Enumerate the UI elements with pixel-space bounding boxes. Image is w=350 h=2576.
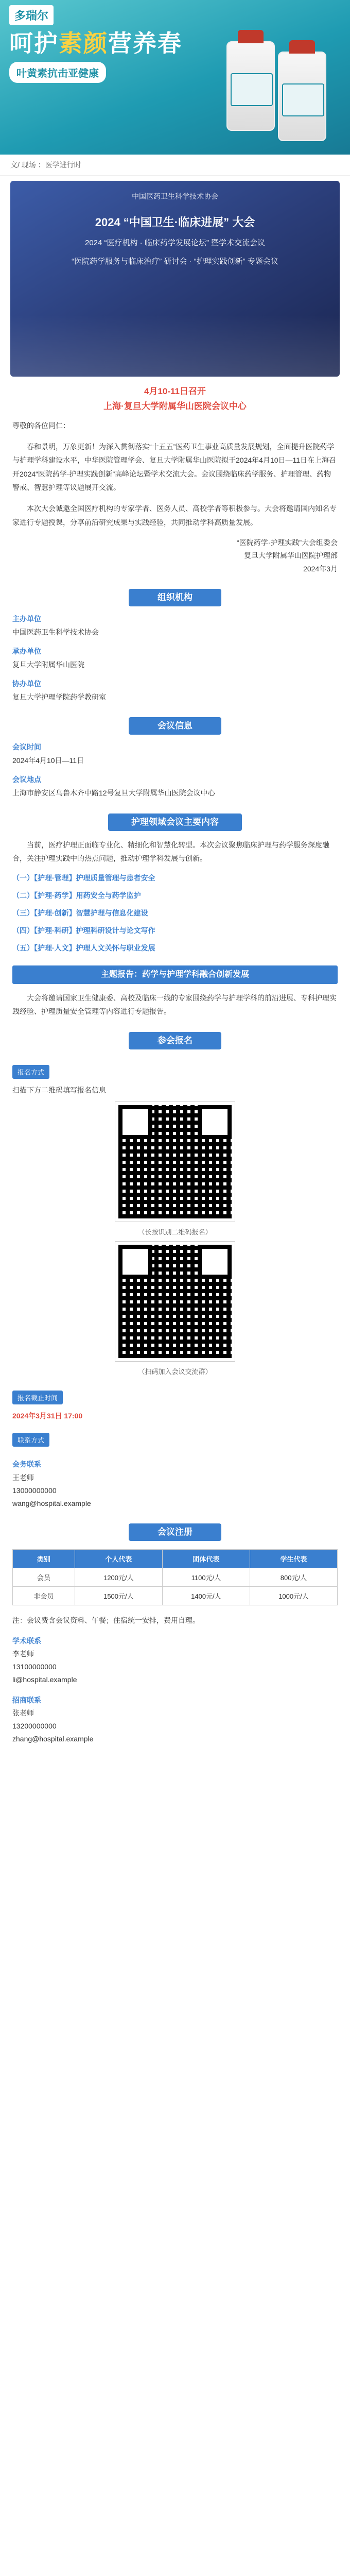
fee-table — [12, 1549, 338, 1605]
hero-banner[interactable] — [0, 0, 350, 155]
place-label: 会议地点 — [12, 775, 41, 784]
contact-phone[interactable]: 13100000000 — [12, 1663, 57, 1671]
registration-qr-code[interactable] — [115, 1102, 235, 1222]
hero-headline-b: 素颜 — [59, 30, 108, 57]
contact-email[interactable]: zhang@hospital.example — [12, 1735, 94, 1743]
fee-cell: 非会员 — [13, 1587, 75, 1605]
section-topics: 护理领域会议主要内容 — [108, 814, 242, 831]
support-label: 协办单位 — [12, 680, 41, 688]
signature-dept: 复旦大学附属华山医院护理部 — [244, 551, 338, 560]
hero-headline-c: 营养春 — [108, 30, 182, 57]
contact-email[interactable]: wang@hospital.example — [12, 1499, 91, 1507]
fee-cell: 1500元/人 — [75, 1587, 162, 1605]
table-row — [13, 1587, 338, 1605]
fee-header-row — [13, 1550, 338, 1568]
keynote-band: 主题报告：药学与护理学科融合创新发展 — [12, 965, 338, 984]
greeting: 尊敬的各位同仁： — [12, 421, 70, 430]
hero-tagline: 叶黄素抗击亚健康 — [9, 62, 106, 83]
host-value: 中国医药卫生科学技术协会 — [12, 628, 99, 636]
poster-subtitle: 2024 “医疗机构 · 临床药学发展论坛” 暨学术交流会议 — [84, 239, 266, 247]
poster-title: 2024 “中国卫生·临床进展” 大会 — [95, 216, 255, 229]
topic-5: （五）【护理·人文】护理人文关怀与职业发展 — [12, 943, 155, 952]
fee-cell: 1200元/人 — [75, 1568, 162, 1587]
hero-headline-a: 呵护 — [9, 30, 59, 57]
co-label: 承办单位 — [12, 647, 41, 655]
qr-caption-1: （长按识别二维码报名） — [138, 1228, 212, 1236]
section-registration: 参会报名 — [129, 1032, 221, 1049]
contact-phone[interactable]: 13200000000 — [12, 1721, 57, 1730]
contact-email[interactable]: li@hospital.example — [12, 1675, 77, 1684]
topic-3: （三）【护理·创新】智慧护理与信息化建设 — [12, 908, 148, 917]
time-label: 会议时间 — [12, 743, 41, 752]
host-label: 主办单位 — [12, 614, 41, 623]
fee-header-cell: 类别 — [13, 1550, 75, 1568]
contact-item — [12, 1458, 338, 1510]
fee-cell: 1000元/人 — [250, 1587, 337, 1605]
deadline-value: 2024年3月31日 17:00 — [12, 1412, 83, 1420]
contact-phone[interactable]: 13000000000 — [12, 1486, 57, 1495]
group-qr-code[interactable] — [115, 1242, 235, 1361]
event-location: 上海·复旦大学附属华山医院会议中心 — [103, 401, 247, 411]
poster-org: 中国医药卫生科学技术协会 — [132, 192, 218, 200]
product-bottle-2 — [278, 52, 326, 141]
hero-headline — [9, 25, 182, 59]
fee-cell: 会员 — [13, 1568, 75, 1587]
keynote-intro: 大会将邀请国家卫生健康委、高校及临床一线的专家围绕药学与护理学科的前沿进展、专科护理实践经验、护理质量安全管理等内容进行专题报告。 — [12, 993, 337, 1016]
contact-name: 张老师 — [12, 1708, 34, 1717]
intro-paragraph-2: 本次大会诚邀全国医疗机构的专家学者、医务人员、高校学者等积极参与。大会将邀请国内知名专家进行专题授课，分享前沿研究成果与实践经验，共同推动学科高质量发展。 — [12, 504, 337, 527]
section-info: 会议信息 — [129, 717, 221, 735]
topic-4: （四）【护理·科研】护理科研设计与论文写作 — [12, 926, 155, 935]
product-bottles — [221, 10, 340, 144]
poster-decoration — [10, 315, 340, 377]
table-row — [13, 1568, 338, 1587]
product-bottle-1 — [226, 41, 275, 131]
brand-logo: 多瑞尔 — [9, 5, 54, 25]
topics-intro: 当前，医疗护理正面临专业化、精细化和智慧化转型。本次会议聚焦临床护理与药学服务深度融合，关注护理实践中的热点问题，推动护理学科发展与创新。 — [12, 840, 329, 863]
qr-caption-2: （扫码加入会议交流群） — [138, 1368, 212, 1376]
deadline-chip: 报名截止时间 — [12, 1391, 63, 1404]
contact-name: 王老师 — [12, 1473, 34, 1482]
contact-role: 招商联系 — [12, 1696, 41, 1704]
section-organization: 组织机构 — [129, 589, 221, 606]
time-value: 2024年4月10日—11日 — [12, 756, 84, 765]
fee-note: 注：会议费含会议资料、午餐；住宿统一安排，费用自理。 — [12, 1616, 200, 1625]
support-value: 复旦大学护理学院药学教研室 — [12, 693, 106, 702]
signature-block — [12, 536, 338, 575]
registration-scan-text: 扫描下方二维码填写报名信息 — [12, 1086, 106, 1095]
fee-header-cell: 个人代表 — [75, 1550, 162, 1568]
fee-cell: 1100元/人 — [162, 1568, 250, 1587]
fee-cell: 1400元/人 — [162, 1587, 250, 1605]
poster-lines: “医院药学服务与临床治疗” 研讨会 · “护理实践创新” 专题会议 — [72, 257, 278, 266]
intro-paragraph-1: 春和景明，万象更新！为深入贯彻落实“十五五”医药卫生事业高质量发展规划，全面提升医院药学与护理学科建设水平，中华医院管理学会、复旦大学附属华山医院拟于2024年4月10日—11日在上海召开2024“医院药学·护理实践创新”高峰论坛暨学术交流大会。会议围绕临床药学服务、护理管理、药物警戒、智慧护理等议题展开交流。 — [12, 442, 337, 492]
conference-poster — [10, 181, 340, 377]
fee-header-cell: 团体代表 — [162, 1550, 250, 1568]
contact-chip: 联系方式 — [12, 1433, 49, 1447]
fee-cell: 800元/人 — [250, 1568, 337, 1587]
registration-way-chip: 报名方式 — [12, 1065, 49, 1079]
contact-role: 会务联系 — [12, 1460, 41, 1469]
signature-org: “医院药学·护理实践”大会组委会 — [237, 538, 338, 547]
place-value: 上海市静安区乌鲁木齐中路12号复旦大学附属华山医院会议中心 — [12, 789, 215, 798]
event-date: 4月10-11日召开 — [144, 386, 206, 396]
co-value: 复旦大学附属华山医院 — [12, 660, 84, 669]
contact-role: 学术联系 — [12, 1636, 41, 1645]
signature-date: 2024年3月 — [303, 564, 338, 573]
contact-item — [12, 1635, 338, 1687]
fee-header-cell: 学生代表 — [250, 1550, 337, 1568]
contact-name: 李老师 — [12, 1649, 34, 1658]
topic-2: （二）【护理·药学】用药安全与药学监护 — [12, 891, 141, 900]
contact-item — [12, 1694, 338, 1746]
source-line: 文/ 现场 ：医学进行时 — [0, 155, 350, 176]
section-fee: 会议注册 — [129, 1523, 221, 1541]
topic-1: （一）【护理·管理】护理质量管理与患者安全 — [12, 873, 155, 882]
